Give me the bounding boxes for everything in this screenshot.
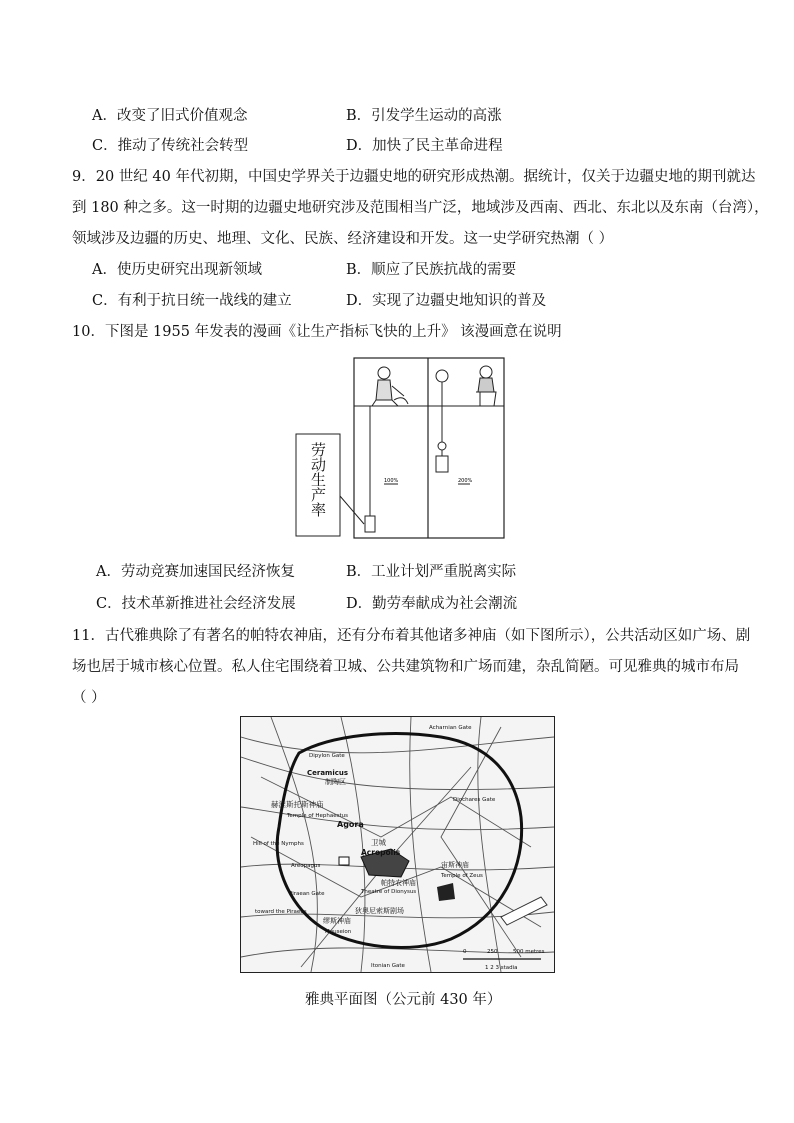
- q8-option-d: D．加快了民主革命进程: [346, 138, 503, 154]
- q9-stem-line2: 到 180 种之多。这一时期的边疆史地研究涉及范围相当广泛，地域涉及西南、西北、东北以及东南（台湾），: [72, 200, 769, 216]
- map-label-temple-hephaestus: Temple of Hephaestus: [287, 813, 348, 819]
- q10-option-b: B．工业计划严重脱离实际: [346, 564, 517, 580]
- q11-stem-line3: （ ）: [72, 690, 106, 706]
- map-label-ceramicus-cn: 制陶区: [325, 778, 346, 786]
- map-scale-0: 0: [463, 949, 467, 955]
- q11-stem-line1: 11．古代雅典除了有著名的帕特农神庙，还有分布着其他诸多神庙（如下图所示），公共活动区如广场、剧: [72, 628, 751, 644]
- q10-option-d: D．勤劳奉献成为社会潮流: [346, 596, 518, 612]
- map-label-parthenon-cn: 帕特农神庙: [381, 879, 416, 887]
- map-label-acropolis: Acropolis: [361, 848, 401, 857]
- q9-option-c: C．有利于抗日统一战线的建立: [92, 293, 292, 309]
- cartoon-scale-label-right: 200%: [458, 478, 473, 484]
- map-scale-stadia: 1 2 3 stadia: [485, 965, 518, 971]
- map-label-toward-piraeus: toward the Piraeus: [255, 909, 307, 915]
- q8-option-c: C．推动了传统社会转型: [92, 138, 249, 154]
- q8-option-a: A．改变了旧式价值观念: [92, 108, 248, 124]
- q9-option-b: B．顺应了民族抗战的需要: [346, 262, 517, 278]
- map-label-dionysus-cn: 狄奥尼索斯剧场: [355, 907, 404, 915]
- map-label-areopagus: Areopagus: [291, 863, 321, 869]
- q9-stem-line3: 领域涉及边疆的历史、地理、文化、民族、经济建设和开发。这一史学研究热潮（ ）: [72, 231, 614, 247]
- cartoon-scale-label-left: 100%: [384, 478, 399, 484]
- map-label-diochares-gate: Diochares Gate: [453, 797, 496, 803]
- map-label-hephaestus-cn: 赫淮斯托斯神庙: [271, 800, 324, 809]
- map-caption: 雅典平面图（公元前 430 年）: [305, 992, 502, 1008]
- map-label-hill-nymphs: Hill of the Nymphs: [253, 841, 304, 847]
- map-scale-500: 500 metres: [513, 949, 545, 955]
- map-label-theatre-dionysus: Theatre of Dionysus: [361, 889, 417, 895]
- map-label-museum-cn: 缪斯神庙: [323, 917, 351, 925]
- q10-option-c: C．技术革新推进社会经济发展: [96, 596, 296, 612]
- production-cartoon: [294, 356, 508, 542]
- q10-option-a: A．劳动竞赛加速国民经济恢复: [96, 564, 295, 580]
- q8-option-b: B．引发学生运动的高涨: [346, 108, 502, 124]
- cartoon-callout-label: 劳动生产率: [309, 442, 327, 517]
- map-label-piraean-gate: Piraean Gate: [289, 891, 325, 897]
- map-label-acharnian-gate: Acharnian Gate: [429, 725, 472, 731]
- map-label-dipylon-gate: Dipylon Gate: [309, 753, 345, 759]
- map-label-temple-zeus: Temple of Zeus: [441, 873, 483, 879]
- map-label-itonian-gate: Itonian Gate: [371, 963, 405, 969]
- map-label-ceramicus: Ceramicus: [307, 769, 349, 777]
- q9-stem-line1: 9．20 世纪 40 年代初期，中国史学界关于边疆史地的研究形成热潮。据统计，仅关于边疆史地的期刊就达: [72, 169, 756, 185]
- q9-option-a: A．使历史研究出现新领域: [92, 262, 262, 278]
- map-label-agora: Agora: [337, 820, 364, 829]
- q9-option-d: D．实现了边疆史地知识的普及: [346, 293, 547, 309]
- athens-map: [240, 716, 555, 973]
- athens-map-drawing: [241, 717, 554, 972]
- map-label-acropolis-cn: 卫城: [371, 838, 386, 847]
- map-scale-250: 250: [487, 949, 498, 955]
- q11-stem-line2: 场也居于城市核心位置。私人住宅围绕着卫城、公共建筑物和广场而建，杂乱简陋。可见雅典的城市布局: [72, 659, 739, 675]
- map-label-zeus-cn: 宙斯神庙: [441, 861, 469, 869]
- q10-stem: 10．下图是 1955 年发表的漫画《让生产指标飞快的上升》 该漫画意在说明: [72, 324, 562, 340]
- map-label-mouseion: Mouseion: [325, 929, 352, 935]
